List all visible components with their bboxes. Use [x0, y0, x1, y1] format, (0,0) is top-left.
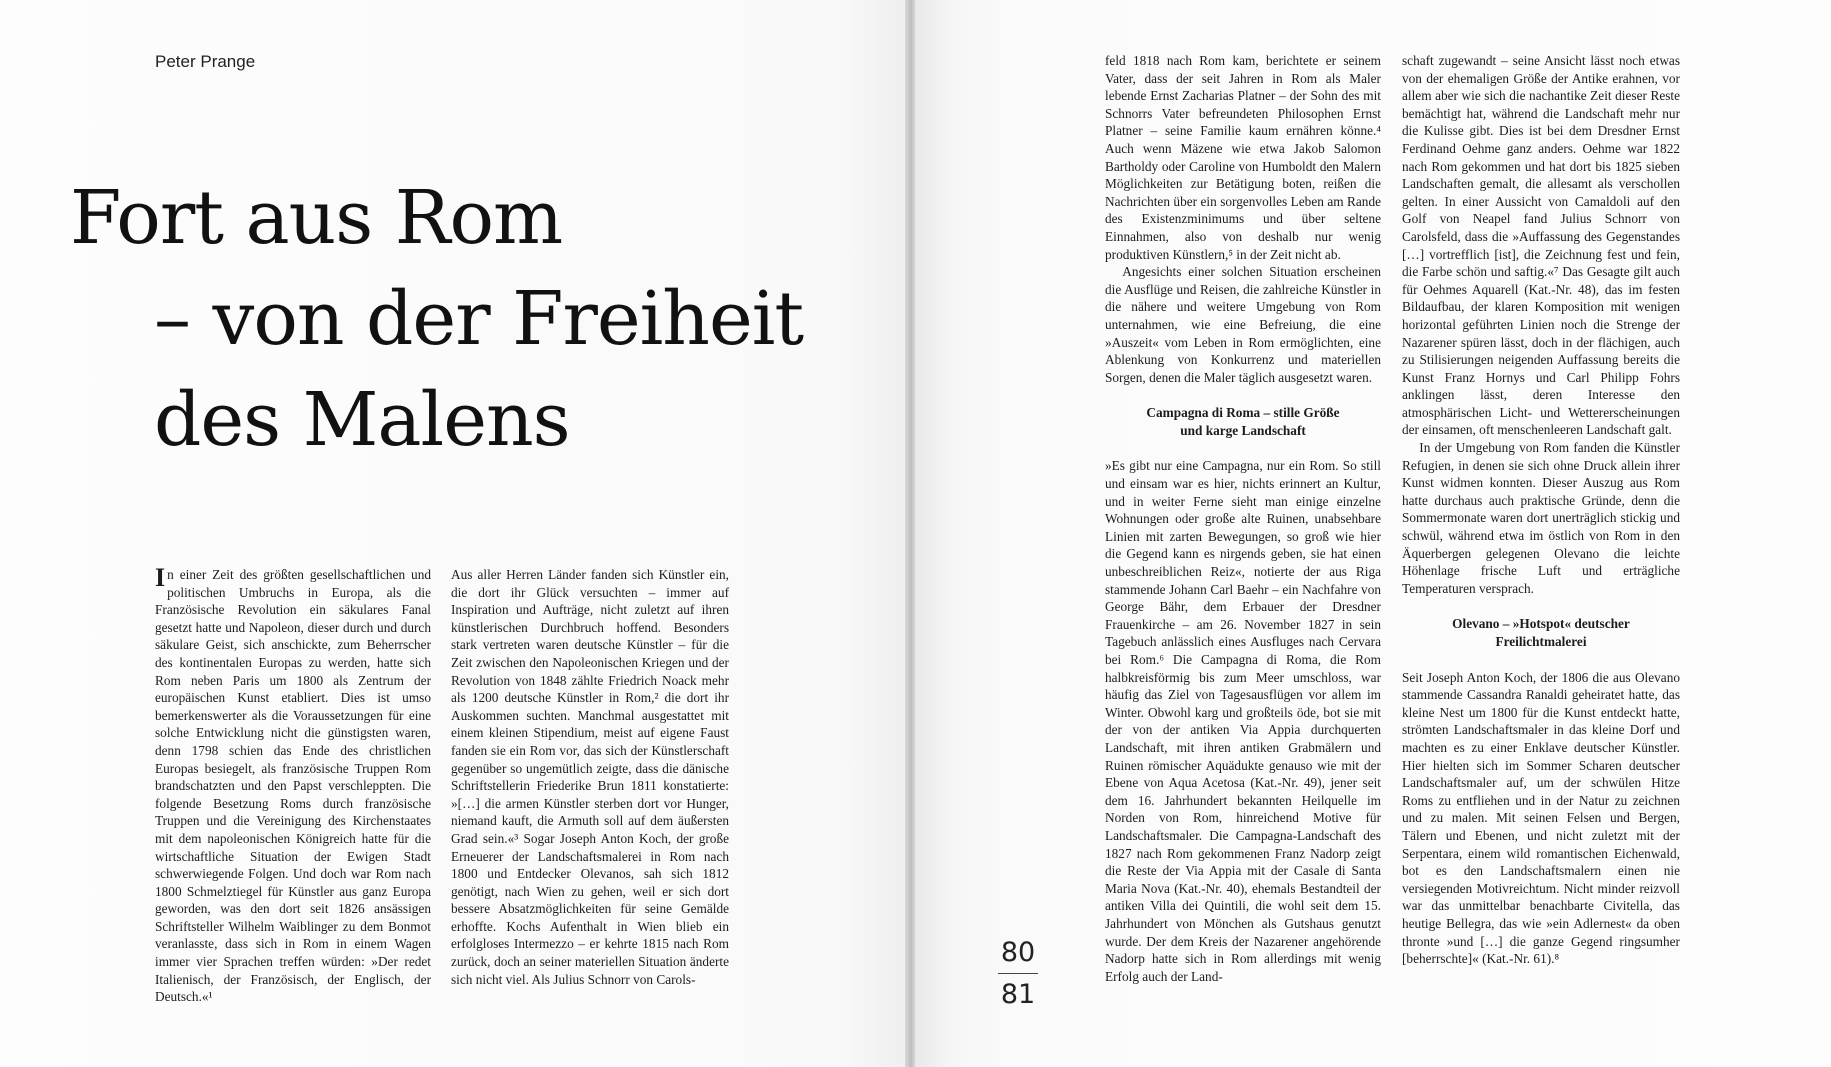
text-column-1	[155, 563, 431, 1006]
subheading-line-2: Freilichtmalerei	[1495, 634, 1587, 649]
paragraph: Angesichts einer solchen Situation erscheinen die Ausflüge und Reisen, die zahlreiche Künstler in die nähere und weitere Umgebung von Rom unternahmen, wie eine Befreiung, die eine »Auszeit« vom Leben in Rom ermöglichten, eine Ablenkung von Konkurrenz und materiellen Sorgen, denen die Maler täglich ausgesetzt waren.	[1105, 264, 1381, 385]
title-line-3: des Malens	[154, 377, 570, 463]
page-numbers	[990, 936, 1046, 1011]
paragraph: schaft zugewandt – seine Ansicht lässt noch etwas von der ehemaligen Größe der Antike erahnen, vor allem aber wie sich die nachantike Zeit dieser Reste bemächtigt hat, während die Landschaft mehr nur die Kulisse gibt. Dies ist bei dem Dresdner Ernst Ferdinand Oehme ganz anders. Oehme war 1822 nach Rom gekommen und hat dort bis 1825 sieben Landschaften gemalt, die allesamt als verschollen gelten. In einer Aussicht von Camaldoli auf den Golf von Neapel fand Julius Schnorr von Carolsfeld, dass die »Auffassung des Gegenstandes […] vortrefflich [ist], die Zeichnung fest und fein, die Farbe schön und saftig.«⁷ Das Gesagte gilt auch für Oehmes Aquarell (Kat.-Nr. 48), das im festen Bildaufbau, der klaren Komposition mit wenigen horizontal geführten Linien noch die Strenge der Nazarener spüren lässt, doch in der flächigen, auch zu Stilisierungen neigenden Auffassung bereits die Kunst Franz Hornys und Carl Philipp Fohrs anklingen lässt, deren Interesse den atmosphärischen Licht- und Wettererscheinungen der einsamen, oft menschenleeren Landschaft galt.	[1402, 53, 1680, 438]
subheading-line-1: Campagna di Roma – stille Größe	[1146, 405, 1340, 421]
paragraph: Aus aller Herren Länder fanden sich Künstler ein, die dort ihr Glück versuchten – immer auf Inspiration und Aufträge, nicht zuletzt auf ihren künstlerischen Durchbruch hoffend. Besonders stark vertreten waren deutsche Künstler – für die Zeit zwischen den Napoleonischen Kriegen und der Revolution von 1848 zählte Friedrich Noack mehr als 1200 deutsche Künstler in Rom,² die dort ihr Auskommen suchten. Manchmal ausgestattet mit einem kleinen Stipendium, meist auf eigene Faust fanden sie ein Rom vor, das sich der Künstlerschaft gegenüber so ungemütlich zeigte, dass die dänische Schriftstellerin Friederike Brun 1811 konstatierte: »[…] die armen Künstler sterben dort vor Hunger, niemand kauft, die Armuth soll auf dem äußersten Grad sein.«³ Sogar Joseph Anton Koch, der große Erneuerer der Landschaftsmalerei in Rom nach 1800 und Entdecker Olevanos, sah sich 1812 genötigt, nach Wien zu gehen, weil er sich dort bessere Absatzmöglichkeiten für seine Gemälde erhoffte. Kochs Aufenthalt in Wien blieb ein erfolgloses Intermezzo – er kehrte 1815 nach Rom zurück, doch an seiner materiellen Situation änderte sich nicht viel. Als Julius Schnorr von Carols-	[451, 567, 729, 987]
text-column-3	[1105, 52, 1381, 985]
paragraph: »Es gibt nur eine Campagna, nur ein Rom. So still und einsam war es hier, nichts erinnert an Kultur, und in weiter Ferne sieht man einige einzelne Wohnungen oder große alte Ruinen, unabsehbare Linien mit zarten Bewegungen, so groß wie hier die Gegend kann es nirgends geben, sie hat einen unbeschreiblichen Reiz«, notierte der aus Riga stammende Johann Carl Baehr – ein Nachfahre von George Bähr, dem Erbauer der Dresdner Frauenkirche – am 26. November 1827 in sein Tagebuch anlässlich eines Ausfluges nach Cervara bei Rom.⁶ Die Campagna di Roma, die Rom halbkreisförmig bis zum Meer umschloss, war häufig das Ziel von Tagesausflügen vor allem im Winter. Obwohl karg und großteils öde, bot sie mit der von der antiken Via Appia durchquerten Landschaft, mit ihren antiken Grabmälern und Ruinen römischer Aquädukte genauso wie mit der Ebene von Aqua Acetosa (Kat.-Nr. 49), jener seit dem 16. Jahrhundert bekannten Heilquelle im Norden von Rom, hinreichend Motive für Landschaftsmaler. Die Campagna-Landschaft des 1827 nach Rom gekommenen Franz Nadorp zeigt die Reste der Via Appia mit der Casale di Santa Maria Nova (Kat.-Nr. 40), ehemals Bestandteil der antiken Villa dei Quintili, die wohl seit dem 15. Jahrhundert von Mönchen als Gutshaus genutzt wurde. Der dem Kreis der Nazarener angehörende Nadorp hatte sich in Rom allerdings mit wenig Erfolg auch der Land-	[1105, 458, 1381, 984]
paragraph: In der Umgebung von Rom fanden die Künstler Refugien, in denen sie sich ohne Druck allein ihrer Kunst widmen konnten. Dieser Auszug aus Rom hatte durchaus auch praktische Gründe, denn die Sommermonate waren dort unerträglich stickig und schwül, während etwa im östlich von Rom in den Äquerbergen gelegenen Olevano die leichte Höhenlage frische Luft und erträgliche Temperaturen versprach.	[1402, 440, 1680, 596]
article-title	[70, 168, 890, 471]
paragraph-text: n einer Zeit des größten gesellschaftlichen und politischen Umbruchs in Europa, als die Französische Revolution ein säkulares Fanal gesetzt hatte und Napoleon, dieser durch und durch säkulare Geist, sich anschickte, zum Beherrscher des kontinentalen Europas zu werden, hatte sich Rom neben Paris um 1800 als Zentrum der europäischen Kunst etabliert. Dies ist umso bemerkenswerter als die Voraussetzungen für eine solche Entwicklung nicht die günstigsten waren, denn 1798 schien das Ende des christlichen Europas besiegelt, als französische Truppen Rom brandschatzten und den Papst verschleppten. Die folgende Besetzung Roms durch französische Truppen und die Vereinigung des Kirchenstaates mit dem napoleonischen Königreich hatte für die wirtschaftliche Situation der Ewigen Stadt schwerwiegende Folgen. Und doch war Rom nach 1800 Schmelztiegel für Künstler aus ganz Europa geworden, was den dort seit 1826 ansässigen Schriftsteller Wilhelm Waiblinger zu dem Bonmot veranlasste, dass sich in Rom in einem Wagen immer vier Sprachen treffen würden: »Der redet Italienisch, der Französisch, der Englisch, der Deutsch.«¹	[155, 567, 431, 1005]
paragraph: Seit Joseph Anton Koch, der 1806 die aus Olevano stammende Cassandra Ranaldi geheiratet hatte, das kleine Nest um 1800 für die Kunst entdeckt hatte, strömten Landschaftsmaler in das kleine Dorf und machten es zu einer Enklave deutscher Künstler. Hier hielten sich im Sommer Scharen deutscher Landschaftsmaler auf, um der schwülen Hitze Roms zu entfliehen und in der Natur zu zeichnen und zu malen. Mit seinen Felsen und Bergen, Tälern und Ebenen, und nicht zuletzt mit der Serpentara, einem wild romantischen Eichenwald, bot es den Landschaftsmalern einen nie versiegenden Motivreichtum. Nicht minder reizvoll war das unmittelbar benachbarte Civitella, das heutige Bellegra, das wie »ein Adlernest« da oben thronte »und […] die ganze Gegend ringsumher [beherrschte]« (Kat.-Nr. 61).⁸	[1402, 669, 1680, 967]
paragraph: feld 1818 nach Rom kam, berichtete er seinem Vater, dass der seit Jahren in Rom als Maler lebende Ernst Zacharias Platner – der Sohn des mit Schnorrs Vater befreundeten Philosophen Ernst Platner – seine Familie kaum ernähren könne.⁴ Auch wenn Mäzene wie etwa Jakob Salomon Bartholdy oder Caroline von Humboldt den Malern Möglichkeiten zur Betätigung boten, reißen die Nachrichten über ein sorgenvolles Leben am Rande des Existenzminimums und über seltene Einnahmen, also von deshalb nur wenig produktiven Künstlern,⁵ in der Zeit nicht ab.	[1105, 53, 1381, 262]
text-column-4	[1402, 52, 1680, 968]
title-line-2: – von der Freiheit	[154, 276, 804, 362]
text-column-2	[451, 566, 729, 988]
title-line-1: Fort aus Rom	[70, 175, 563, 261]
section-subheading	[1402, 615, 1680, 650]
left-page	[0, 0, 909, 1067]
section-subheading	[1105, 404, 1381, 439]
page-number-right: 81	[1000, 979, 1036, 1010]
subheading-line-1: Olevano – »Hotspot« deutscher	[1452, 616, 1630, 632]
paragraph	[155, 563, 431, 1006]
author-name: Peter Prange	[155, 52, 256, 71]
folio-divider	[998, 973, 1038, 974]
drop-cap: I	[155, 563, 166, 592]
page-number-left: 80	[1000, 937, 1036, 968]
subheading-line-2: und karge Landschaft	[1180, 422, 1306, 438]
